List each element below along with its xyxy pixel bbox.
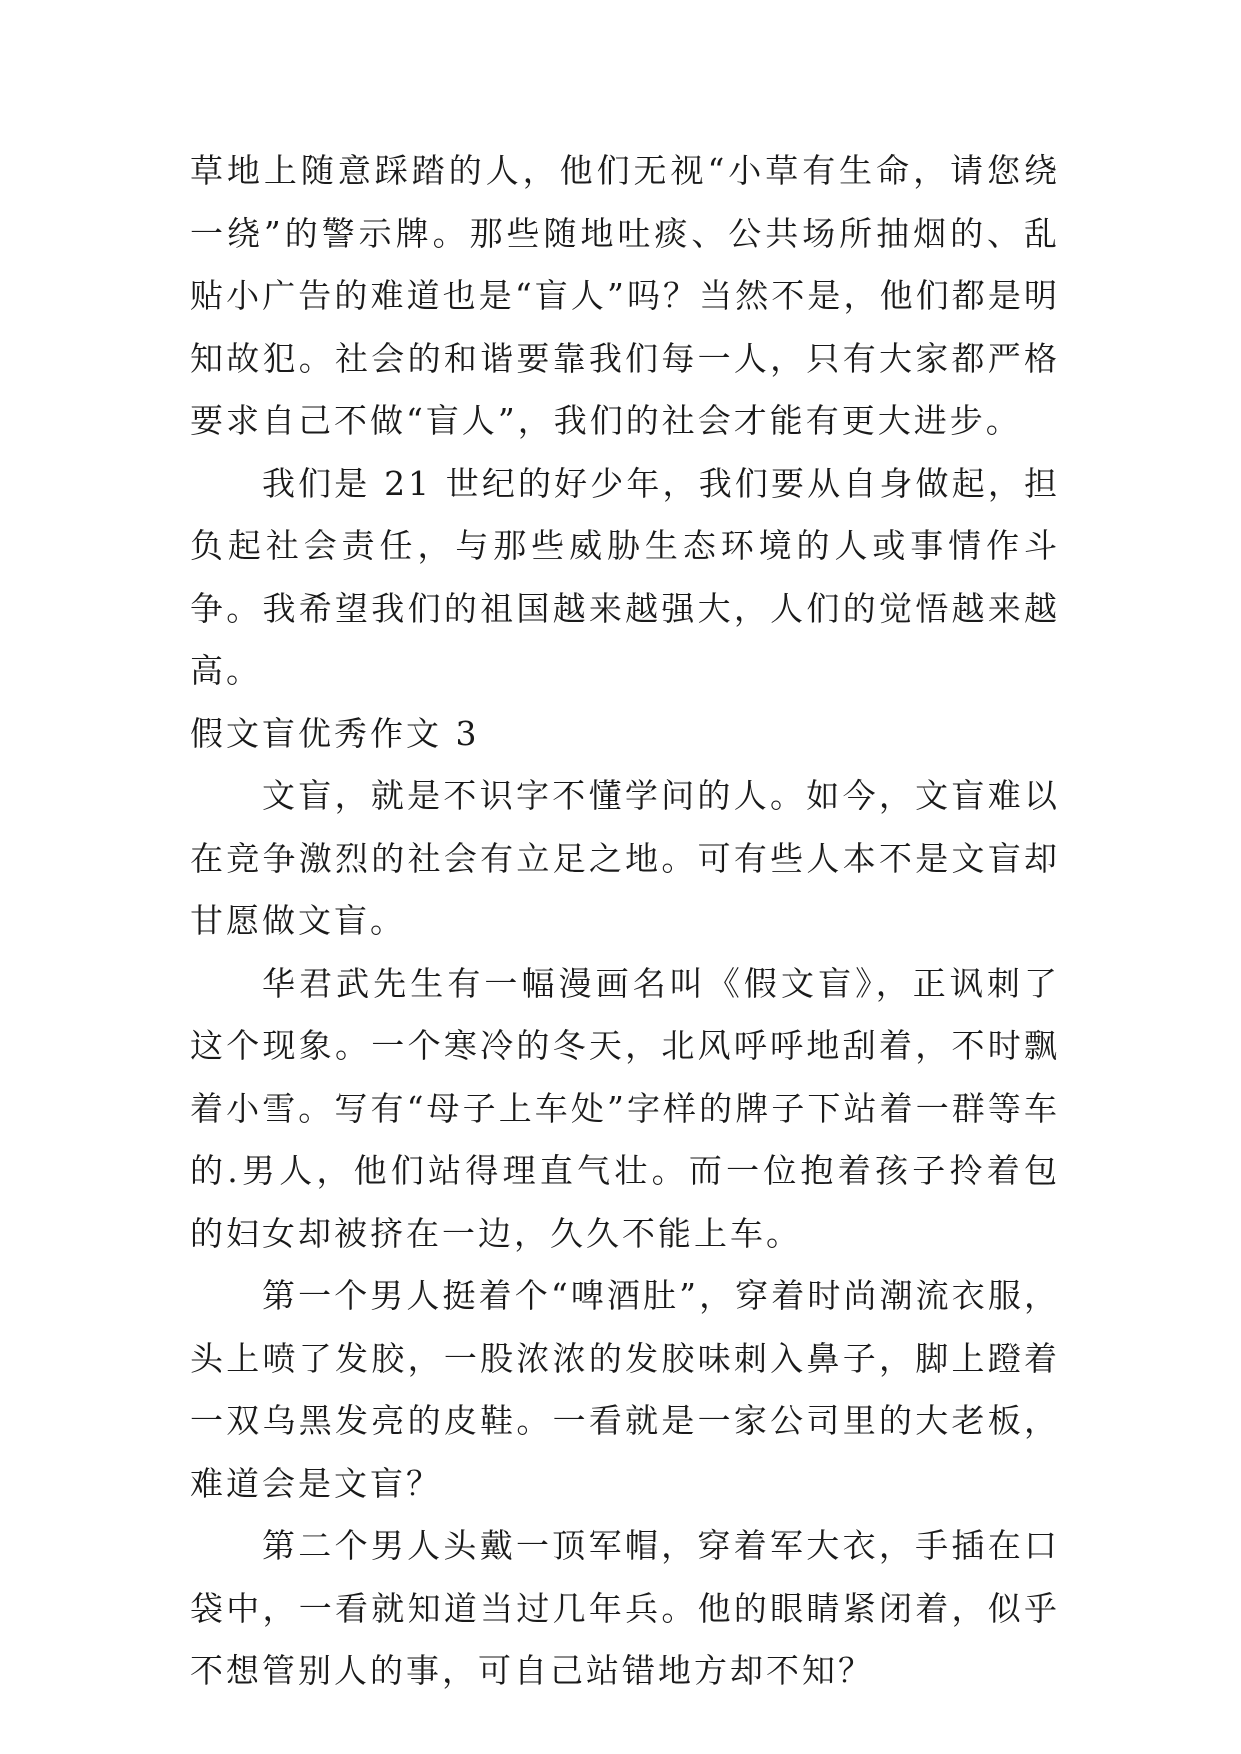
paragraph-6: 第二个男人头戴一顶军帽，穿着军大衣，手插在口袋中，一看就知道当过几年兵。他的眼睛紧闭着，似乎不想管别人的事，可自己站错地方却不知？ [190, 1526, 1060, 1690]
paragraph-1: 草地上随意踩踏的人，他们无视“小草有生命，请您绕一绕”的警示牌。那些随地吐痰、公共场所抽烟的、乱贴小广告的难道也是“盲人”吗？当然不是，他们都是明知故犯。社会的和谐要靠我们每一人，只有大家都严格要求自己不做“盲人”，我们的社会才能有更大进步。 [190, 151, 1060, 440]
document-body [190, 140, 1060, 1703]
section-heading: 假文盲优秀作文 3 [190, 713, 480, 753]
paragraph-5: 第一个男人挺着个“啤酒肚”，穿着时尚潮流衣服，头上喷了发胶，一股浓浓的发胶味刺入鼻子，脚上蹬着一双乌黑发亮的皮鞋。一看就是一家公司里的大老板，难道会是文盲？ [190, 1276, 1060, 1503]
paragraph-2: 我们是 21 世纪的好少年，我们要从自身做起，担负起社会责任，与那些威胁生态环境的人或事情作斗争。我希望我们的祖国越来越强大，人们的觉悟越来越高。 [190, 463, 1060, 690]
paragraph-3: 文盲，就是不识字不懂学问的人。如今，文盲难以在竞争激烈的社会有立足之地。可有些人本不是文盲却甘愿做文盲。 [190, 776, 1060, 940]
paragraph-4: 华君武先生有一幅漫画名叫《假文盲》，正讽刺了这个现象。一个寒冷的冬天，北风呼呼地刮着，不时飘着小雪。写有“母子上车处”字样的牌子下站着一群等车的.男人，他们站得理直气壮。而一位抱着孩子拎着包的妇女却被挤在一边，久久不能上车。 [190, 963, 1060, 1253]
